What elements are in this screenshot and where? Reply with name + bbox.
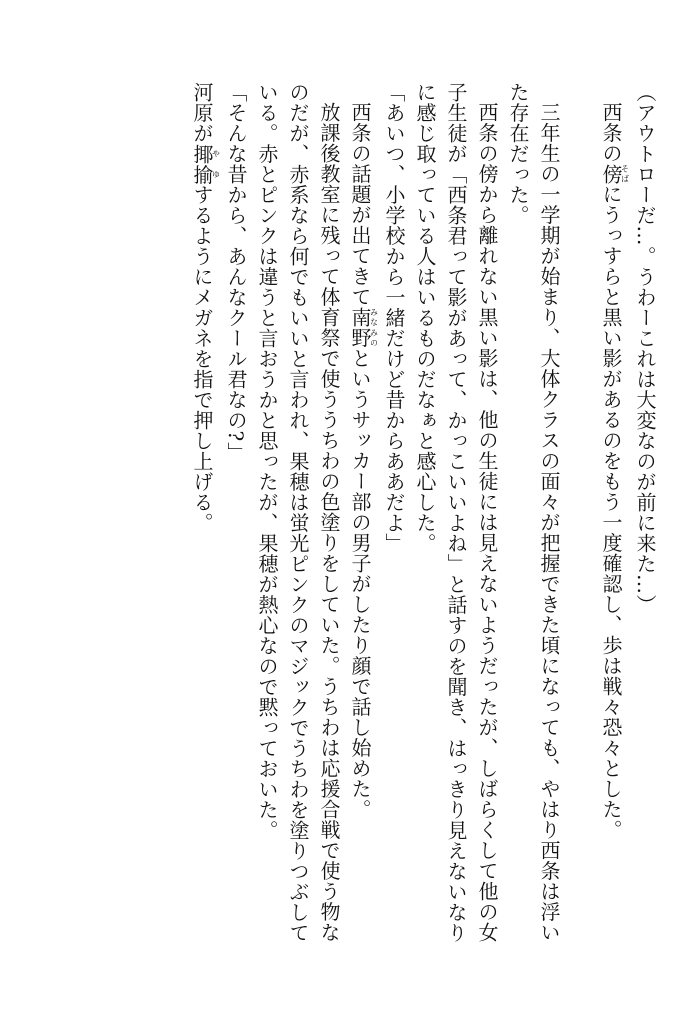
paragraph: [344, 82, 378, 962]
paragraph: [251, 82, 344, 962]
ruby-word: [599, 163, 630, 185]
paragraph: [378, 82, 409, 962]
paragraph-text: 西条の傍から離れない黒い影は、他の生徒には見えないようだったが、しばらくして他の女子生徒が「西条君って影があって、かっこいいよね」と話すのを聞き、はっきり見えないなりに感じ取っている人はいるものだなぁと感心した。: [413, 82, 499, 943]
paragraph: [409, 82, 502, 962]
ruby-reading: みなみの: [369, 307, 379, 348]
paragraph-text: 三年生の一学期が始まり、大体クラスの面々が把握できた頃になっても、やはり西条は浮いた存在だった。: [506, 82, 561, 943]
ruby-reading: やゆ: [211, 143, 221, 185]
paragraph: [595, 82, 629, 962]
paragraph-text: [568, 82, 592, 103]
ruby-word: [190, 143, 221, 185]
ruby-reading: そば: [620, 163, 630, 184]
text-segment: にうっすらと黒い影があるのをもう一度確認し、歩は戦々恐々とした。: [599, 184, 623, 840]
paragraph-text: （アウトローだ…。うわーこれは大変なのが前に来た…）: [633, 82, 657, 615]
ruby-base: 傍: [599, 163, 623, 184]
paragraph-text: 「あいつ、小学校から一緒だけど昔からああだよ」: [382, 82, 406, 554]
text-segment: 西条の話題が出てきて: [348, 102, 372, 307]
ruby-base: 揶揄: [190, 143, 214, 185]
paragraph: [502, 82, 564, 962]
text-segment: 河原が: [190, 82, 214, 144]
text-segment: 西条の: [599, 102, 623, 164]
paragraph-text: 「そんな昔から、あんなクール君なの?」: [224, 82, 248, 463]
ruby-base: 南野: [348, 307, 372, 348]
text-segment: するようにメガネを指で押し上げる。: [190, 184, 214, 533]
paragraph: [186, 82, 220, 962]
ruby-word: [348, 307, 379, 348]
paragraph: [220, 82, 251, 962]
paragraph: [629, 82, 660, 962]
paragraph-text: 放課後教室に残って体育祭で使ううちわの色塗りをしていた。うちわは応援合戦で使う物なのだが、赤系なら何でもいいと言われ、果穂は蛍光ピンクのマジックでうちわを塗りつぶしている。赤とピンクは違うと言おうかと思ったが、果穂が熱心なので黙っておいた。: [255, 82, 341, 943]
paragraph: [564, 82, 595, 962]
vertical-text-body: [50, 82, 660, 962]
text-segment: というサッカー部の男子がしたり顔で話し始めた。: [348, 348, 372, 820]
